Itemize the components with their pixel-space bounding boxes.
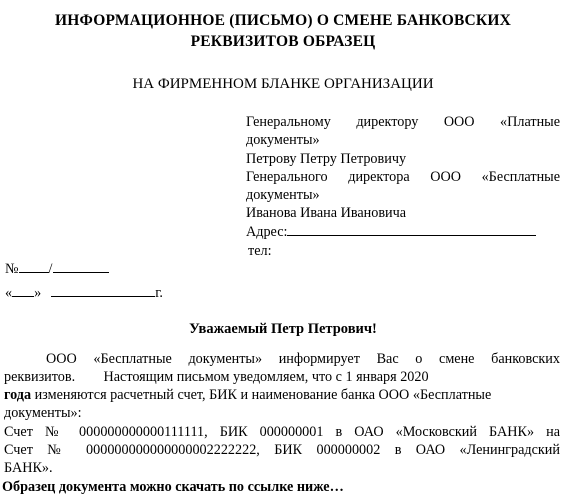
phone-label: тел:	[248, 243, 272, 259]
number-blank	[19, 260, 49, 273]
document-number-line	[5, 260, 109, 278]
addressee-line: Генеральному директору ООО «Платные	[246, 114, 560, 130]
date-close-quote: »	[34, 285, 42, 301]
body-line: документы»:	[4, 405, 82, 421]
download-note: Образец документа можно скачать по ссылке ниже…	[2, 479, 344, 495]
greeting: Уважаемый Петр Петрович!	[189, 321, 377, 337]
date-open-quote: «	[5, 285, 13, 301]
body-line: реквизитов. Настоящим письмом уведомляем, что с 1 января 2020	[4, 369, 429, 385]
old-account-line: Счет № 000000000000111111, БИК 000000001 в ОАО «Московский БАНК» на	[4, 424, 560, 440]
sender-line: Иванова Ивана Ивановича	[246, 205, 407, 221]
number-blank	[53, 260, 109, 273]
letterhead-note: НА ФИРМЕННОМ БЛАНКЕ ОРГАНИЗАЦИИ	[132, 76, 434, 92]
new-account-line: БАНК».	[4, 460, 53, 476]
address-label: Адрес:	[246, 224, 288, 240]
body-line: ООО «Бесплатные документы» информирует Вас о смене банковских	[46, 351, 560, 367]
address-field	[246, 223, 560, 241]
day-blank	[12, 284, 34, 297]
body-text: изменяются расчетный счет, БИК и наименование банка ООО «Бесплатные	[31, 387, 492, 403]
address-blank	[287, 223, 536, 236]
month-blank	[51, 284, 155, 297]
year-suffix: г.	[155, 285, 163, 301]
new-account-line: Счет № 000000000000000002222222, БИК 000000002 в ОАО «Ленинградский	[4, 442, 560, 458]
document-title-line1: ИНФОРМАЦИОННОЕ (ПИСЬМО) О СМЕНЕ БАНКОВСКИХ	[54, 12, 512, 29]
number-sign: №	[5, 261, 19, 277]
body-bold-word: года	[4, 387, 32, 403]
addressee-line: документы»	[246, 132, 320, 148]
sender-line: документы»	[246, 187, 320, 203]
addressee-line: Петрову Петру Петровичу	[246, 151, 407, 167]
document-title-line2: РЕКВИЗИТОВ ОБРАЗЕЦ	[190, 33, 376, 50]
phone-field	[248, 242, 562, 260]
date-line	[5, 284, 163, 302]
sender-line: Генерального директора ООО «Бесплатные	[246, 169, 560, 185]
body-line	[4, 386, 560, 404]
number-separator: /	[48, 261, 53, 277]
